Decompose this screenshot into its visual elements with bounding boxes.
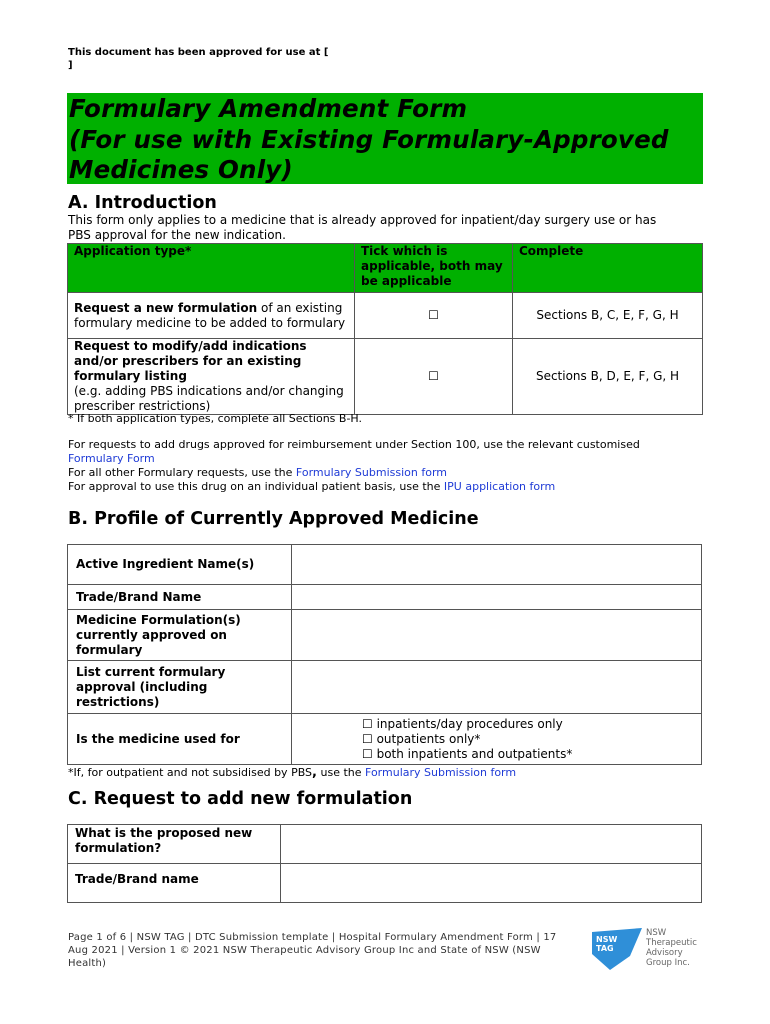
other-requests-line — [68, 466, 708, 480]
submission-links-block — [68, 438, 708, 494]
current-approval-input[interactable] — [292, 661, 702, 714]
usage-options — [292, 714, 702, 765]
page-footer: Page 1 of 6 | NSW TAG | DTC Submission template | Hospital Formulary Amendment Form | 17 Aug 2021 | Version 1 © 2021 NSW Therapeutic Advisory Group Inc and State of NSW (NSW Health) — [68, 932, 557, 969]
other-requests-text: For all other Formulary requests, use the — [68, 466, 296, 479]
usage-label: Is the medicine used for — [68, 714, 292, 765]
trade-brand-label: Trade/Brand Name — [68, 585, 292, 610]
section-b-heading: B. Profile of Currently Approved Medicine — [68, 509, 479, 529]
logo-name-line3: Advisory — [646, 948, 683, 958]
header-complete: Complete — [513, 244, 703, 293]
modify-indications-complete: Sections B, D, E, F, G, H — [513, 339, 703, 415]
logo-text — [646, 928, 697, 968]
logo-name-line2: Therapeutic — [646, 938, 697, 948]
section-c-heading: C. Request to add new formulation — [68, 789, 413, 809]
nsw-tag-badge-icon — [590, 928, 646, 970]
approval-notice — [68, 46, 368, 72]
formulary-form-link[interactable]: Formulary Form — [68, 452, 155, 465]
ipu-line — [68, 480, 708, 494]
title-banner — [67, 93, 703, 184]
row-modify-indications-label — [68, 339, 355, 415]
table-row — [68, 339, 703, 415]
section-a-intro — [68, 213, 708, 243]
option-outpatients[interactable]: ☐ outpatients only* — [362, 731, 481, 746]
nsw-tag-logo — [590, 928, 700, 970]
intro-line1: This form only applies to a medicine that is already approved for inpatient/day surgery use or has — [68, 213, 657, 227]
section100-text: For requests to add drugs approved for reimbursement under Section 100, use the relevant customised — [68, 438, 640, 451]
formulary-submission-link[interactable]: Formulary Submission form — [295, 466, 447, 479]
trade-brand-input[interactable] — [292, 585, 702, 610]
new-trade-brand-input[interactable] — [281, 864, 702, 903]
formulary-submission-link-b[interactable]: Formulary Submission form — [365, 766, 517, 779]
header-application-type: Application type* — [68, 244, 355, 293]
new-formulation-checkbox[interactable] — [355, 293, 513, 339]
badge-line1: NSW — [596, 935, 618, 944]
ipu-application-link[interactable]: IPU application form — [443, 480, 556, 493]
section-a-footnote: * If both application types, complete all Sections B-H. — [68, 412, 362, 425]
application-type-table — [67, 243, 703, 415]
row-new-formulation-normal: of an existing formulary medicine to be added to formulary — [74, 300, 346, 330]
table-row — [68, 585, 702, 610]
footnote-use: use the — [317, 766, 366, 779]
table-row — [68, 825, 702, 864]
option-inpatients[interactable]: ☐ inpatients/day procedures only — [362, 716, 563, 731]
table-row — [68, 610, 702, 661]
checkbox-icon[interactable]: ☐ — [428, 308, 439, 322]
formulation-input[interactable] — [292, 610, 702, 661]
title-line1: Formulary Amendment Form — [69, 94, 468, 123]
header-tick: Tick which is applicable, both may be applicable — [355, 244, 513, 293]
approved-medicine-table — [67, 544, 702, 765]
table-row — [68, 864, 702, 903]
section-b-footnote — [68, 766, 516, 780]
badge-line2: TAG — [596, 944, 614, 953]
formulation-label: Medicine Formulation(s) currently approved on formulary — [68, 610, 292, 661]
row-new-formulation-bold: Request a new formulation — [74, 300, 258, 315]
table-row — [68, 293, 703, 339]
new-formulation-complete: Sections B, C, E, F, G, H — [513, 293, 703, 339]
row-modify-normal: (e.g. adding PBS indications and/or changing prescriber restrictions) — [74, 384, 344, 413]
approval-notice-line1: This document has been approved for use at [ — [68, 47, 329, 58]
modify-indications-checkbox[interactable] — [355, 339, 513, 415]
logo-name-line1: NSW — [646, 928, 667, 938]
proposed-formulation-label: What is the proposed new formulation? — [68, 825, 281, 864]
logo-name-line4: Group Inc. — [646, 958, 690, 968]
active-ingredient-label: Active Ingredient Name(s) — [68, 545, 292, 585]
option-both[interactable]: ☐ both inpatients and outpatients* — [362, 746, 573, 761]
checkbox-icon[interactable]: ☐ — [428, 369, 439, 383]
table-row — [68, 714, 702, 765]
footnote-comma: , — [312, 765, 317, 780]
table-row — [68, 545, 702, 585]
proposed-formulation-input[interactable] — [281, 825, 702, 864]
new-trade-brand-label: Trade/Brand name — [68, 864, 281, 903]
active-ingredient-input[interactable] — [292, 545, 702, 585]
section-a-heading: A. Introduction — [68, 193, 217, 213]
table-row — [68, 661, 702, 714]
title-line3: Medicines Only) — [69, 155, 293, 184]
new-formulation-table — [67, 824, 702, 903]
title-line2: (For use with Existing Formulary-Approved — [69, 124, 669, 154]
row-new-formulation-label — [68, 293, 355, 339]
row-modify-bold: Request to modify/add indications and/or prescribers for an existing formulary listing — [74, 339, 307, 383]
ipu-text: For approval to use this drug on an individual patient basis, use the — [68, 480, 444, 493]
approval-notice-line2: ] — [68, 60, 73, 71]
footnote-text: *If, for outpatient and not subsidised by PBS — [68, 766, 313, 779]
table-header-row — [68, 244, 703, 293]
intro-line2: PBS approval for the new indication. — [68, 228, 286, 242]
current-approval-label: List current formulary approval (including restrictions) — [68, 661, 292, 714]
